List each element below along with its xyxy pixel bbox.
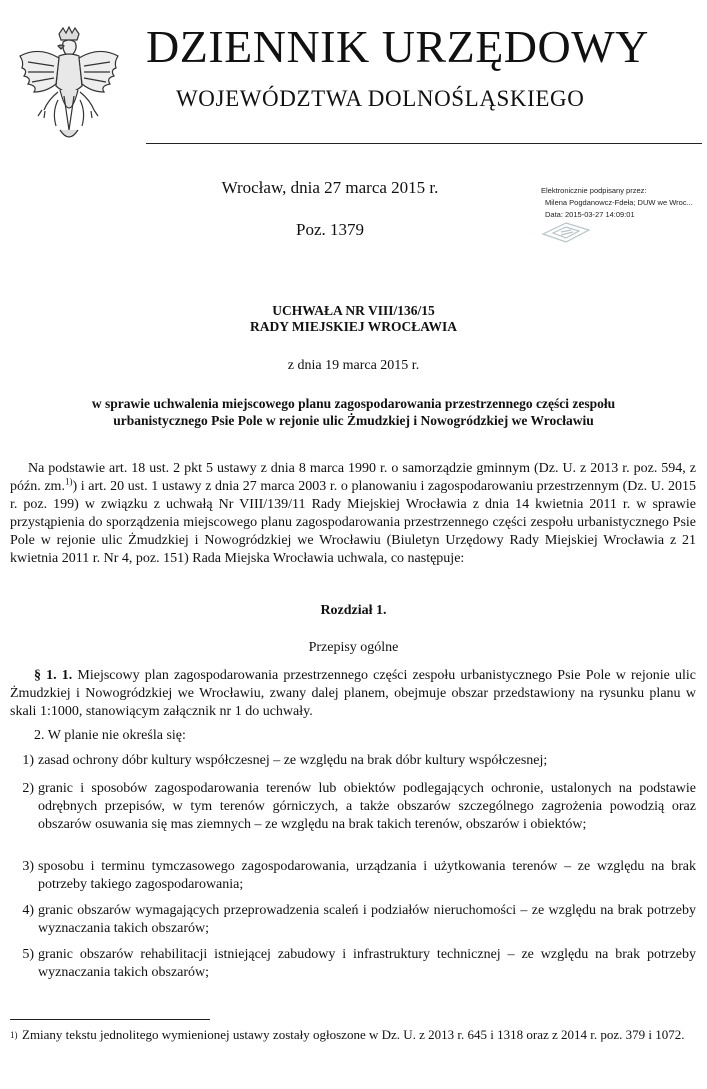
resolution-subject: [40, 395, 667, 429]
list-item-text: zasad ochrony dóbr kultury współczesnej – ze względu na brak dóbr kultury współczesnej;: [38, 753, 548, 768]
signature-verification-icon: [541, 220, 591, 244]
list-item: [10, 902, 696, 938]
journal-subtitle: WOJEWÓDZTWA DOLNOŚLĄSKIEGO: [176, 86, 585, 111]
resolution-number: UCHWAŁA NR VIII/136/15: [272, 303, 435, 318]
preamble-text-b: ) i art. 20 ust. 1 ustawy z dnia 27 marca 2003 r. o planowaniu i zagospodarowaniu przestrzennym (Dz. U. 2015 r. poz. 199) w związku z uchwałą Nr VIII/139/11 Rady Miejskiej Wrocławia z dnia 14 kwietnia 2011 r. w sprawie przystąpienia do sporządzenia miejscowego planu zagospodarowania przestrzennego części zespołu urbanistycznego Psie Pole w rejonie ulic Żmudzkiej i Nowogródzkiej we Wrocławiu (Biuletyn Urzędowy Rady Miejskiej Wrocławia z 21 kwietnia 2011 r. Nr 4, poz. 151) Rada Miejska Wrocławia uchwala, co następuje:: [10, 479, 696, 566]
resolution-subject-line-2: urbanistycznego Psie Pole w rejonie ulic Żmudzkiej i Nowogródzkiej we Wrocławiu: [113, 413, 594, 428]
position-number: Poz. 1379: [296, 220, 364, 239]
place-and-date: Wrocław, dnia 27 marca 2015 r.: [221, 178, 439, 197]
section-mark: § 1.: [34, 668, 57, 683]
list-item: [10, 780, 696, 834]
section-1-paragraph-2: 2. W planie nie określa się:: [34, 728, 186, 743]
electronic-signature-block: [541, 185, 707, 221]
list-item-text: sposobu i terminu tymczasowego zagospodarowania, urządzania i użytkowania terenów – ze względu na brak potrzeby takiego zagospodarowania;: [38, 859, 696, 892]
list-item-number: 4): [22, 903, 34, 918]
resolution-issuer: RADY MIEJSKIEJ WROCŁAWIA: [249, 319, 458, 334]
resolution-subject-line-1: w sprawie uchwalenia miejscowego planu zagospodarowania przestrzennego części zespołu: [91, 396, 616, 411]
footnote: [10, 1027, 696, 1043]
paragraph-1-text: Miejscowy plan zagospodarowania przestrzennego części zespołu urbanistycznego Psie Pole w rejonie ulic Żmudzkiej i Nowogródzkiej we Wrocławiu, zwany dalej planem, obejmuje obszar przedstawiony na rysunku planu w skali 1:1000, stanowiącym załącznik nr 1 do uchwały.: [10, 668, 697, 719]
preamble-text-a: Na podstawie art. 18 ust. 2 pkt 5 ustawy z dnia 8 marca 1990 r. o samorządzie gminnym (Dz. U. z 2013 r. poz. 594, z późn. zm.: [10, 461, 696, 494]
paragraph-number: 1.: [61, 668, 73, 683]
list-item: [10, 946, 696, 982]
list-item-number: 3): [22, 859, 34, 874]
signature-date: Data: 2015-03-27 14:09:01: [545, 210, 635, 219]
signature-signer: Milena Pogdanowcz-Fdeła; DUW we Wroc...: [545, 198, 693, 207]
chapter-title: Rozdział 1.: [320, 603, 387, 618]
section-1-paragraph-1: [10, 667, 696, 721]
resolution-date: z dnia 19 marca 2015 r.: [287, 358, 420, 373]
chapter-subtitle: Przepisy ogólne: [308, 640, 399, 655]
footnote-reference: 1): [64, 476, 73, 487]
list-item-text: granic obszarów rehabilitacji istniejącej zabudowy i infrastruktury technicznej – ze względu na brak potrzeby wyznaczania takich obszarów;: [38, 947, 696, 980]
preamble: [10, 460, 696, 568]
footnote-number: 1): [10, 1030, 18, 1040]
list-item: [10, 752, 696, 770]
footnote-text: Zmiany tekstu jednolitego wymienionej ustawy zostały ogłoszone w Dz. U. z 2013 r. 645 i 1318 oraz z 2014 r. poz. 379 i 1072.: [22, 1027, 685, 1042]
list-item-text: granic obszarów wymagających przeprowadzenia scaleń i podziałów nieruchomości – ze względu na brak potrzeby wyznaczania takich obszarów;: [38, 903, 696, 936]
signature-label: Elektronicznie podpisany przez:: [541, 186, 647, 195]
resolution-title: [0, 303, 707, 335]
list-item-number: 2): [22, 781, 34, 796]
list-item: [10, 858, 696, 894]
footnote-divider: [10, 1019, 210, 1020]
list-item-number: 5): [22, 947, 34, 962]
list-item-text: granic i sposobów zagospodarowania terenów lub obiektów podlegających ochronie, ustalonych na podstawie odrębnych przepisów, w tym terenów górniczych, a także obszarów szczególnego zagrożenia powodzią oraz obszarów osuwania się mas ziemnych – ze względu na brak takich terenów, obszarów i obiektów;: [38, 781, 696, 832]
journal-title: DZIENNIK URZĘDOWY: [146, 21, 649, 72]
coat-of-arms-eagle-icon: [14, 26, 124, 148]
header-divider: [146, 143, 702, 144]
list-item-number: 1): [22, 753, 34, 768]
